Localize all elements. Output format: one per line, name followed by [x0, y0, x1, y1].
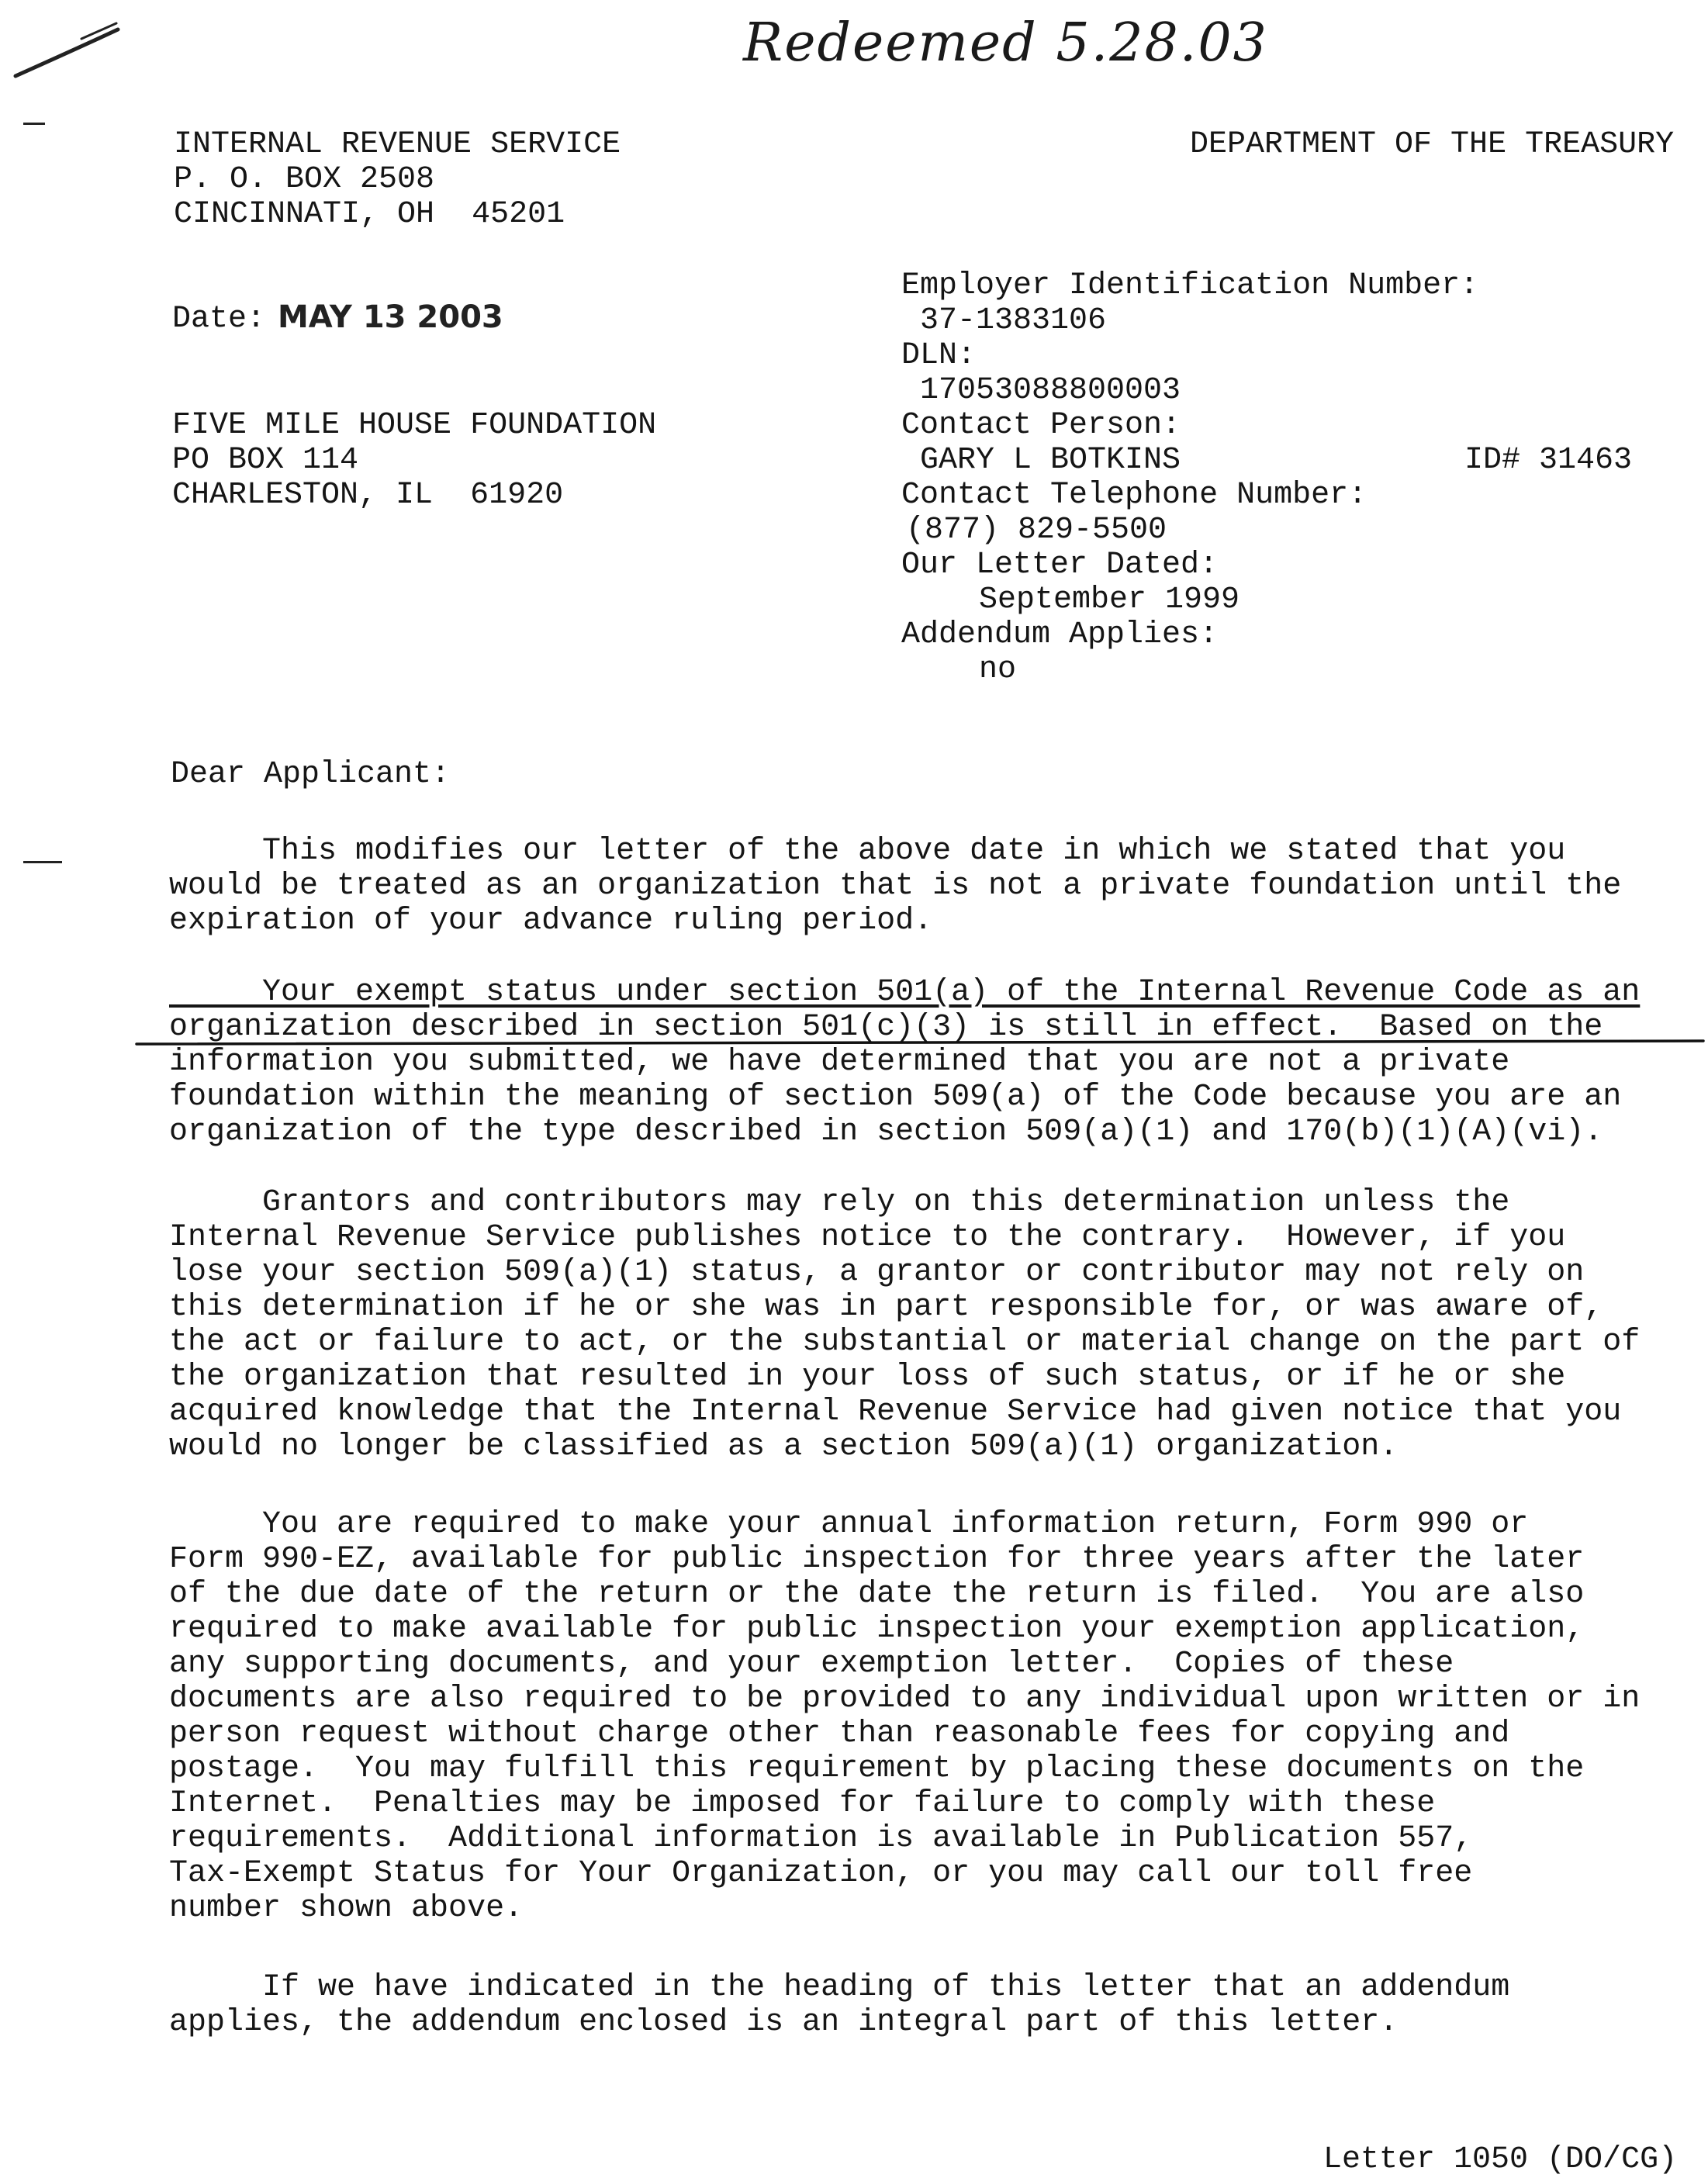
body-line: would be treated as an organization that is not a private foundation until the — [169, 869, 1622, 904]
department-name: DEPARTMENT OF THE TREASURY — [1190, 127, 1675, 162]
body-line: applies, the addendum enclosed is an integral part of this letter. — [169, 2005, 1399, 2040]
body-line: any supporting documents, and your exemption letter. Copies of these — [169, 1647, 1454, 1682]
body-line-underlined: Your exempt status under section 501(a) of the Internal Revenue Code as an — [169, 975, 1641, 1010]
body-line: You are required to make your annual information return, Form 990 or — [169, 1507, 1529, 1542]
hand-underline-mark — [132, 1036, 1708, 1049]
ein-label: Employer Identification Number: — [901, 268, 1479, 303]
dln-value: 17053088800003 — [920, 373, 1181, 408]
body-line: requirements. Additional information is available in Publication 557, — [169, 1821, 1473, 1856]
body-line: organization described in section 501(c)(3) is still in effect. Based on the — [169, 1010, 1603, 1045]
ein-value: 37-1383106 — [920, 303, 1107, 338]
recipient-address-line-2: CHARLESTON, IL 61920 — [172, 478, 564, 513]
body-line: Internal Revenue Service publishes notice to the contrary. However, if you — [169, 1220, 1566, 1255]
margin-tick-mark — [23, 123, 45, 125]
contact-id: ID# 31463 — [1464, 443, 1633, 478]
salutation: Dear Applicant: — [171, 757, 451, 792]
addendum-label: Addendum Applies: — [901, 617, 1219, 652]
body-line: information you submitted, we have determined that you are not a private — [169, 1045, 1510, 1080]
body-line: number shown above. — [169, 1891, 524, 1926]
letter-dated-label: Our Letter Dated: — [901, 548, 1219, 583]
body-line: If we have indicated in the heading of this letter that an addendum — [169, 1970, 1510, 2005]
body-paragraph-4 — [169, 1507, 1708, 1926]
body-line: the organization that resulted in your loss of such status, or if he or she — [169, 1360, 1566, 1395]
body-paragraph-1 — [169, 834, 1708, 939]
contact-person-label: Contact Person: — [901, 408, 1181, 443]
body-line: documents are also required to be provided to any individual upon written or in — [169, 1682, 1641, 1716]
body-line: person request without charge other than reasonable fees for copying and — [169, 1716, 1510, 1751]
body-paragraph-2 — [169, 975, 1708, 1150]
letter-form-number: Letter 1050 (DO/CG) — [1323, 2142, 1678, 2177]
body-line: of the due date of the return or the date the return is filed. You are also — [169, 1577, 1585, 1612]
body-paragraph-5 — [169, 1970, 1708, 2040]
sender-address-line-1: P. O. BOX 2508 — [174, 162, 435, 197]
margin-tick-mark — [23, 861, 62, 863]
pen-stroke-mark — [8, 16, 124, 85]
recipient-name: FIVE MILE HOUSE FOUNDATION — [172, 408, 657, 443]
addendum-value: no — [979, 652, 1017, 687]
sender-address-line-2: CINCINNATI, OH 45201 — [174, 197, 565, 232]
handwritten-note: Redeemed 5.28.03 — [743, 12, 1268, 74]
sender-name: INTERNAL REVENUE SERVICE — [174, 127, 621, 162]
body-line: acquired knowledge that the Internal Revenue Service had given notice that you — [169, 1395, 1622, 1430]
contact-telephone-value: (877) 829-5500 — [906, 513, 1167, 548]
contact-telephone-label: Contact Telephone Number: — [901, 478, 1367, 513]
body-line: the act or failure to act, or the substantial or material change on the part of — [169, 1325, 1641, 1360]
body-line: foundation within the meaning of section 509(a) of the Code because you are an — [169, 1080, 1622, 1115]
body-line: postage. You may fulfill this requirement by placing these documents on the — [169, 1751, 1585, 1786]
body-line: Internet. Penalties may be imposed for failure to comply with these — [169, 1786, 1436, 1821]
date-label: Date: — [172, 302, 266, 337]
body-line: would no longer be classified as a section 509(a)(1) organization. — [169, 1430, 1399, 1464]
body-paragraph-3 — [169, 1185, 1708, 1464]
body-line: expiration of your advance ruling period. — [169, 904, 933, 939]
body-line: organization of the type described in section 509(a)(1) and 170(b)(1)(A)(vi). — [169, 1115, 1603, 1150]
body-line: Tax-Exempt Status for Your Organization, or you may call our toll free — [169, 1856, 1473, 1891]
letter-dated-value: September 1999 — [979, 583, 1240, 617]
recipient-address-line-1: PO BOX 114 — [172, 443, 359, 478]
body-line: Grantors and contributors may rely on this determination unless the — [169, 1185, 1510, 1220]
body-line: this determination if he or she was in part responsible for, or was aware of, — [169, 1290, 1603, 1325]
contact-person-value: GARY L BOTKINS — [920, 443, 1181, 478]
body-line: This modifies our letter of the above date in which we stated that you — [169, 834, 1566, 869]
body-line: required to make available for public inspection your exemption application, — [169, 1612, 1585, 1647]
body-line: lose your section 509(a)(1) status, a grantor or contributor may not rely on — [169, 1255, 1585, 1290]
dln-label: DLN: — [901, 338, 977, 373]
date-stamp: MAY 13 2003 — [278, 299, 503, 335]
body-line: Form 990-EZ, available for public inspection for three years after the later — [169, 1542, 1585, 1577]
